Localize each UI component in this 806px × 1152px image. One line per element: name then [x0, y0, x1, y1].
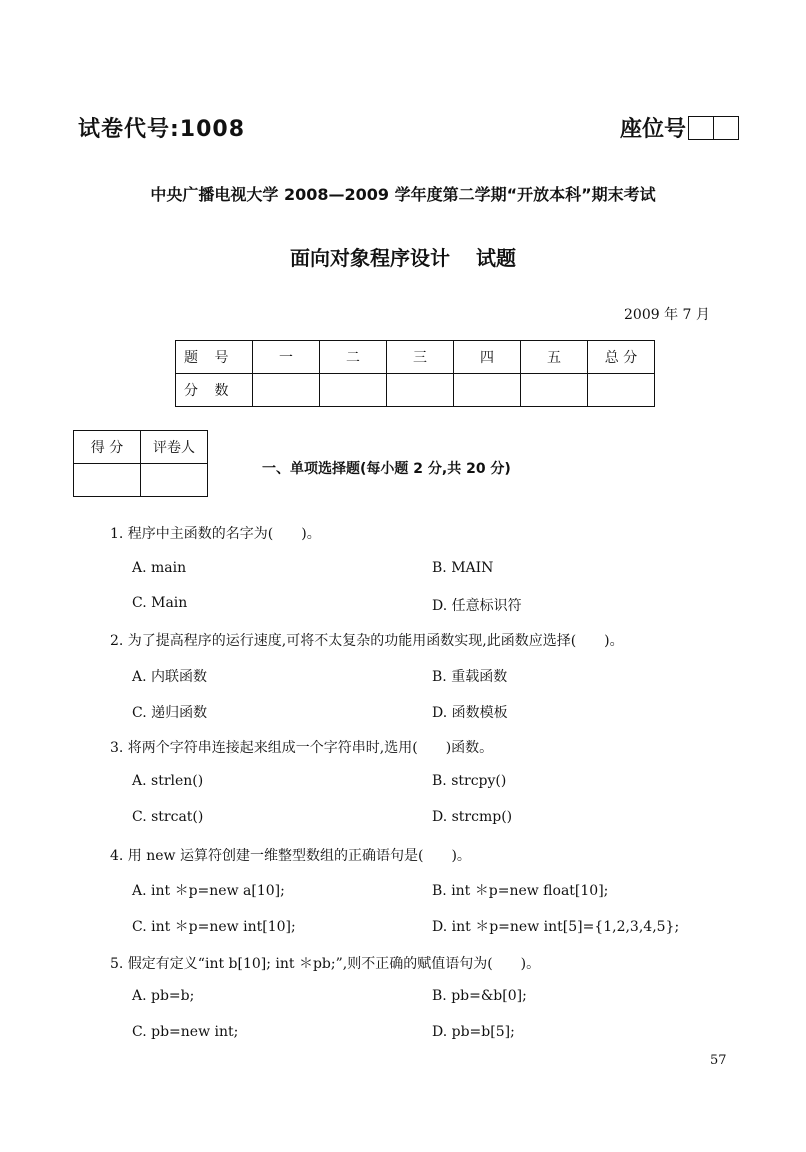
exam-date: 2009 年 7 月 — [624, 307, 710, 323]
subject-suffix: 试题 — [476, 246, 516, 270]
grade-grader-label: 评卷人 — [141, 431, 208, 464]
q5-option-b: B. pb=&b[0]; — [432, 988, 527, 1004]
question-4: 4. 用 new 运算符创建一维整型数组的正确语句是( )。 — [110, 848, 471, 864]
q5-option-d: D. pb=b[5]; — [432, 1024, 515, 1040]
q2-option-d: D. 函数模板 — [432, 705, 508, 721]
score-table-col: 总 分 — [588, 341, 655, 374]
question-1: 1. 程序中主函数的名字为( )。 — [110, 526, 321, 542]
q1-option-a: A. main — [132, 560, 187, 576]
grade-score-cell — [74, 464, 141, 497]
score-table-col: 一 — [253, 341, 320, 374]
subject-name: 面向对象程序设计 — [290, 246, 450, 270]
seat-number — [620, 112, 739, 143]
q2-option-a: A. 内联函数 — [132, 669, 208, 685]
question-3: 3. 将两个字符串连接起来组成一个字符串时,选用( )函数。 — [110, 740, 494, 756]
seat-label: 座位号 — [620, 117, 687, 142]
seat-box — [688, 116, 714, 140]
q4-option-d: D. int ＊p=new int[5]={1,2,3,4,5}; — [432, 919, 680, 935]
grade-table — [73, 430, 208, 497]
q2-option-c: C. 递归函数 — [132, 705, 208, 721]
score-cell — [521, 374, 588, 407]
score-table-row2-label: 分 数 — [176, 374, 253, 407]
q2-option-b: B. 重载函数 — [432, 669, 508, 685]
q4-option-c: C. int ＊p=new int[10]; — [132, 919, 296, 935]
q3-option-a: A. strlen() — [132, 773, 204, 789]
page-number: 57 — [710, 1053, 727, 1068]
q5-option-a: A. pb=b; — [132, 988, 195, 1004]
score-table-row1-label: 题 号 — [176, 341, 253, 374]
grade-table-header-row — [74, 431, 208, 464]
q5-option-c: C. pb=new int; — [132, 1024, 239, 1040]
score-cell — [454, 374, 521, 407]
q3-option-d: D. strcmp() — [432, 809, 513, 825]
grade-grader-cell — [141, 464, 208, 497]
seat-box — [714, 116, 739, 140]
question-5: 5. 假定有定义“int b[10]; int ＊pb;”,则不正确的赋值语句为( )。 — [110, 956, 541, 972]
score-cell — [588, 374, 655, 407]
grade-table-empty-row — [74, 464, 208, 497]
score-cell — [253, 374, 320, 407]
grade-score-label: 得 分 — [74, 431, 141, 464]
exam-header: 中央广播电视大学 2008—2009 学年度第二学期“开放本科”期末考试 — [150, 185, 656, 204]
score-table-score-row — [176, 374, 655, 407]
q1-option-d: D. 任意标识符 — [432, 598, 522, 614]
score-table-header-row — [176, 341, 655, 374]
q4-option-a: A. int ＊p=new a[10]; — [132, 883, 285, 899]
subject-title — [0, 242, 806, 271]
q4-option-b: B. int ＊p=new float[10]; — [432, 883, 609, 899]
score-table-col: 二 — [320, 341, 387, 374]
q3-option-c: C. strcat() — [132, 809, 204, 825]
question-2: 2. 为了提高程序的运行速度,可将不太复杂的功能用函数实现,此函数应选择( )。 — [110, 633, 624, 649]
section-title: 一、单项选择题(每小题 2 分,共 20 分) — [262, 461, 511, 477]
score-table-col: 五 — [521, 341, 588, 374]
score-table-col: 四 — [454, 341, 521, 374]
q1-option-b: B. MAIN — [432, 560, 494, 576]
score-table-col: 三 — [387, 341, 454, 374]
q1-option-c: C. Main — [132, 595, 188, 611]
score-cell — [320, 374, 387, 407]
score-cell — [387, 374, 454, 407]
score-table — [175, 340, 655, 407]
q3-option-b: B. strcpy() — [432, 773, 507, 789]
seat-boxes — [688, 116, 739, 140]
exam-code: 试卷代号:1008 — [78, 117, 246, 142]
